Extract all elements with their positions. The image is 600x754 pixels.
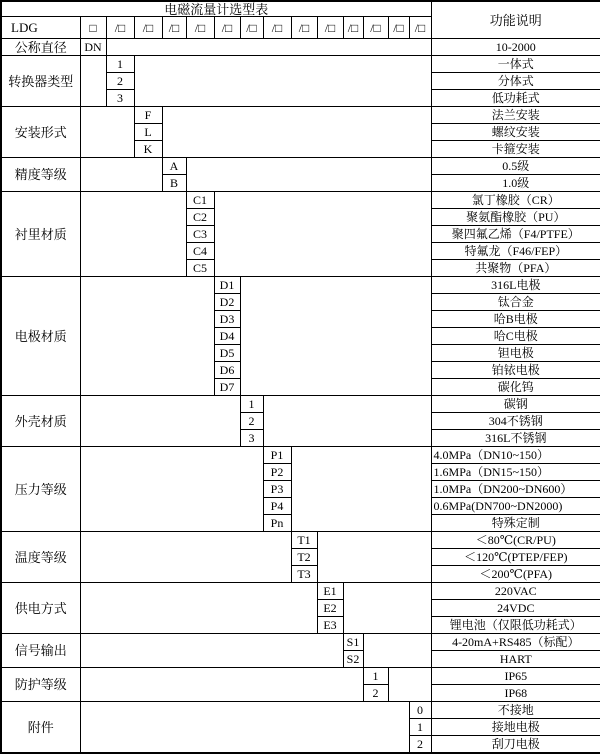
desc-converter-type-3: 低功耗式 [431, 90, 600, 107]
model-slash-checkbox-12: /□ [388, 17, 409, 39]
code-converter-type-1: 1 [106, 56, 134, 73]
desc-temperature-rating-T2: ＜120℃(PTEP/FEP) [431, 549, 600, 566]
pressure-rating-left-space [80, 447, 263, 532]
protection-rating-left-space [80, 668, 363, 702]
desc-lining-material-C4: 特氟龙（F46/FEP） [431, 243, 600, 260]
desc-lining-material-C2: 聚氨酯橡胶（PU） [431, 209, 600, 226]
model-slash-checkbox-3: /□ [162, 17, 186, 39]
group-label-nominal-diameter: 公称直径 [1, 39, 80, 56]
converter-type-left-space [80, 56, 106, 107]
code-nominal-diameter-DN: DN [80, 39, 106, 56]
model-slash-checkbox-7: /□ [263, 17, 291, 39]
model-slash-checkbox-10: /□ [343, 17, 363, 39]
code-accessories-1: 1 [409, 719, 431, 736]
group-label-signal-output: 信号输出 [1, 634, 80, 668]
desc-housing-material-2: 304不锈钢 [431, 413, 600, 430]
desc-protection-rating-1: IP65 [431, 668, 600, 685]
lining-material-left-space [80, 192, 186, 277]
desc-signal-output-S2: HART [431, 651, 600, 668]
group-label-lining-material: 衬里材质 [1, 192, 80, 277]
desc-accuracy-class-B: 1.0级 [431, 175, 600, 192]
code-electrode-material-D1: D1 [214, 277, 240, 294]
code-electrode-material-D6: D6 [214, 362, 240, 379]
desc-pressure-rating-P4: 0.6MPa(DN700~DN2000) [431, 498, 600, 515]
desc-power-supply-E1: 220VAC [431, 583, 600, 600]
accuracy-class-left-space [80, 158, 162, 192]
model-checkbox: □ [80, 17, 106, 39]
code-pressure-rating-P1: P1 [263, 447, 291, 464]
group-label-converter-type: 转换器类型 [1, 56, 80, 107]
protection-rating-right-space [388, 668, 431, 702]
model-slash-checkbox-9: /□ [317, 17, 343, 39]
group-label-housing-material: 外壳材质 [1, 396, 80, 447]
desc-lining-material-C1: 氯丁橡胶（CR） [431, 192, 600, 209]
desc-installation-type-K: 卡箍安装 [431, 141, 600, 158]
converter-type-right-space [134, 56, 431, 107]
desc-electrode-material-D5: 钽电极 [431, 345, 600, 362]
code-pressure-rating-Pn: Pn [263, 515, 291, 532]
group-label-accessories: 附件 [1, 702, 80, 754]
code-protection-rating-2: 2 [363, 685, 388, 702]
desc-temperature-rating-T1: ＜80℃(CR/PU) [431, 532, 600, 549]
code-electrode-material-D5: D5 [214, 345, 240, 362]
desc-electrode-material-D6: 铂铱电极 [431, 362, 600, 379]
code-lining-material-C2: C2 [186, 209, 214, 226]
nominal-diameter-right-space [106, 39, 431, 56]
code-housing-material-1: 1 [240, 396, 263, 413]
group-label-pressure-rating: 压力等级 [1, 447, 80, 532]
code-power-supply-E3: E3 [317, 617, 343, 634]
desc-power-supply-E3: 锂电池（仅限低功耗式） [431, 617, 600, 634]
code-protection-rating-1: 1 [363, 668, 388, 685]
code-installation-type-K: K [134, 141, 162, 158]
code-pressure-rating-P2: P2 [263, 464, 291, 481]
electrode-material-left-space [80, 277, 214, 396]
code-electrode-material-D3: D3 [214, 311, 240, 328]
code-electrode-material-D7: D7 [214, 379, 240, 396]
desc-pressure-rating-P3: 1.0MPa（DN200~DN600） [431, 481, 600, 498]
model-slash-checkbox-8: /□ [291, 17, 317, 39]
model-slash-checkbox-11: /□ [363, 17, 388, 39]
code-temperature-rating-T2: T2 [291, 549, 317, 566]
accuracy-class-right-space [186, 158, 431, 192]
code-power-supply-E2: E2 [317, 600, 343, 617]
model-slash-checkbox-1: /□ [106, 17, 134, 39]
installation-type-left-space [80, 107, 134, 158]
code-lining-material-C5: C5 [186, 260, 214, 277]
code-signal-output-S1: S1 [343, 634, 363, 651]
desc-signal-output-S1: 4-20mA+RS485（标配） [431, 634, 600, 651]
desc-converter-type-1: 一体式 [431, 56, 600, 73]
power-supply-right-space [343, 583, 431, 634]
code-electrode-material-D4: D4 [214, 328, 240, 345]
temperature-rating-right-space [317, 532, 431, 583]
code-installation-type-F: F [134, 107, 162, 124]
power-supply-left-space [80, 583, 317, 634]
desc-protection-rating-2: IP68 [431, 685, 600, 702]
desc-pressure-rating-Pn: 特殊定制 [431, 515, 600, 532]
lining-material-right-space [214, 192, 431, 277]
code-signal-output-S2: S2 [343, 651, 363, 668]
desc-installation-type-L: 螺纹安装 [431, 124, 600, 141]
desc-temperature-rating-T3: ＜200℃(PFA) [431, 566, 600, 583]
desc-nominal-diameter-DN: 10-2000 [431, 39, 600, 56]
desc-converter-type-2: 分体式 [431, 73, 600, 90]
code-lining-material-C4: C4 [186, 243, 214, 260]
desc-accessories-2: 刮刀电极 [431, 736, 600, 754]
code-lining-material-C3: C3 [186, 226, 214, 243]
code-converter-type-3: 3 [106, 90, 134, 107]
group-label-accuracy-class: 精度等级 [1, 158, 80, 192]
desc-pressure-rating-P2: 1.6MPa（DN15~150） [431, 464, 600, 481]
signal-output-left-space [80, 634, 343, 668]
model-slash-checkbox-13: /□ [409, 17, 431, 39]
desc-power-supply-E2: 24VDC [431, 600, 600, 617]
desc-housing-material-3: 316L不锈钢 [431, 430, 600, 447]
group-label-electrode-material: 电极材质 [1, 277, 80, 396]
accessories-left-space [80, 702, 409, 754]
desc-electrode-material-D3: 哈B电极 [431, 311, 600, 328]
code-electrode-material-D2: D2 [214, 294, 240, 311]
desc-accessories-1: 接地电极 [431, 719, 600, 736]
group-label-installation-type: 安装形式 [1, 107, 80, 158]
code-installation-type-L: L [134, 124, 162, 141]
desc-housing-material-1: 碳钢 [431, 396, 600, 413]
code-lining-material-C1: C1 [186, 192, 214, 209]
model-slash-checkbox-5: /□ [214, 17, 240, 39]
electrode-material-right-space [240, 277, 431, 396]
desc-lining-material-C3: 聚四氟乙烯（F4/PTFE） [431, 226, 600, 243]
installation-type-right-space [162, 107, 431, 158]
desc-electrode-material-D1: 316L电极 [431, 277, 600, 294]
desc-accuracy-class-A: 0.5级 [431, 158, 600, 175]
desc-pressure-rating-P1: 4.0MPa（DN10~150） [431, 447, 600, 464]
model-prefix-label: LDG [1, 17, 80, 39]
housing-material-left-space [80, 396, 240, 447]
group-label-power-supply: 供电方式 [1, 583, 80, 634]
desc-accessories-0: 不接地 [431, 702, 600, 719]
signal-output-right-space [363, 634, 431, 668]
code-power-supply-E1: E1 [317, 583, 343, 600]
code-accuracy-class-B: B [162, 175, 186, 192]
code-accessories-0: 0 [409, 702, 431, 719]
function-column-header: 功能说明 [431, 1, 600, 39]
desc-lining-material-C5: 共聚物（PFA） [431, 260, 600, 277]
housing-material-right-space [263, 396, 431, 447]
desc-electrode-material-D4: 哈C电极 [431, 328, 600, 345]
temperature-rating-left-space [80, 532, 291, 583]
code-accuracy-class-A: A [162, 158, 186, 175]
model-slash-checkbox-2: /□ [134, 17, 162, 39]
group-label-temperature-rating: 温度等级 [1, 532, 80, 583]
code-housing-material-3: 3 [240, 430, 263, 447]
code-converter-type-2: 2 [106, 73, 134, 90]
group-label-protection-rating: 防护等级 [1, 668, 80, 702]
model-slash-checkbox-4: /□ [186, 17, 214, 39]
code-pressure-rating-P4: P4 [263, 498, 291, 515]
code-temperature-rating-T1: T1 [291, 532, 317, 549]
code-housing-material-2: 2 [240, 413, 263, 430]
code-accessories-2: 2 [409, 736, 431, 754]
desc-electrode-material-D7: 碳化钨 [431, 379, 600, 396]
table-title: 电磁流量计选型表 [1, 1, 431, 17]
model-slash-checkbox-6: /□ [240, 17, 263, 39]
pressure-rating-right-space [291, 447, 431, 532]
code-pressure-rating-P3: P3 [263, 481, 291, 498]
desc-electrode-material-D2: 钛合金 [431, 294, 600, 311]
code-temperature-rating-T3: T3 [291, 566, 317, 583]
desc-installation-type-F: 法兰安装 [431, 107, 600, 124]
